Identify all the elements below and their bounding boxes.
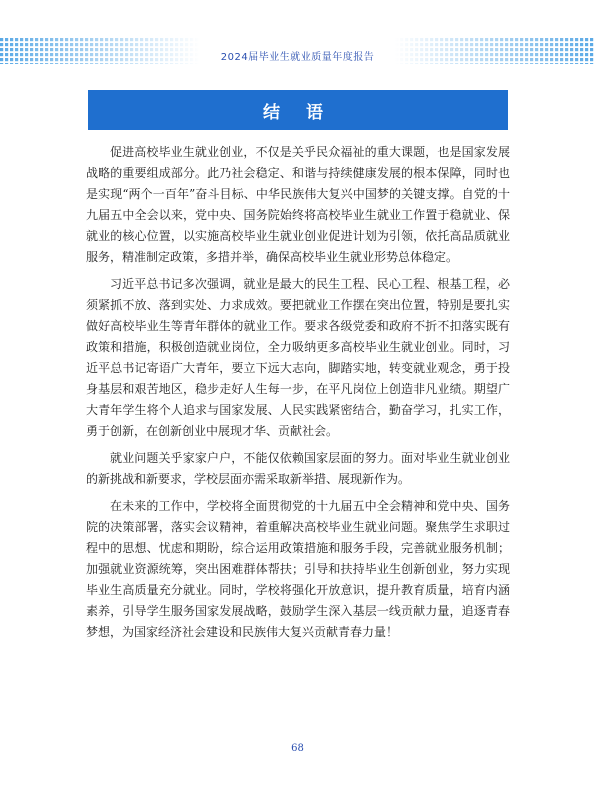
page-header: [0, 0, 595, 80]
page-number: 68: [291, 743, 304, 754]
section-title: 结 语: [263, 102, 333, 123]
paragraph: 在未来的工作中，学校将全面贯彻党的十九届五中全会精神和党中央、国务院的决策部署，落实会议精神，着重解决高校毕业生就业问题。聚焦学生求职过程中的思想、忧虑和期盼，综合运用政策措施和服务手段，完善就业服务机制；加强就业资源统筹，突出困难群体帮扶；引导和扶持毕业生创新创业，努力实现毕业生高质量充分就业。同时，学校将强化开放意识，提升教育质量，培育内涵素养，引导学生服务国家发展战略，鼓励学生深入基层一线贡献力量，追逐青春梦想，为国家经济社会建设和民族伟大复兴贡献青春力量！: [86, 499, 510, 639]
paragraph: 促进高校毕业生就业创业，不仅是关乎民众福祉的重大课题，也是国家发展战略的重要组成部分。此乃社会稳定、和谐与持续健康发展的根本保障，同时也是实现“两个一百年”奋斗目标、中华民族伟大复兴中国梦的关键支撑。自党的十九届五中全会以来，党中央、国务院始终将高校毕业生就业工作置于稳就业、保就业的核心位置，以实施高校毕业生就业创业促进计划为引领，依托高品质就业服务，精准制定政策，多措并举，确保高校毕业生就业形势总体稳定。: [86, 145, 510, 264]
paragraph: 就业问题关乎家家户户，不能仅依赖国家层面的努力。面对毕业生就业创业的新挑战和新要求，学校层面亦需采取新举措、展现新作为。: [86, 451, 510, 486]
section-banner: [88, 90, 508, 130]
paragraph: 习近平总书记多次强调，就业是最大的民生工程、民心工程、根基工程，必须紧抓不放、落到实处、力求成效。要把就业工作摆在突出位置，特别是要扎实做好高校毕业生等青年群体的就业工作。要求各级党委和政府不折不扣落实既有政策和措施，积极创造就业岗位，全力吸纳更多高校毕业生就业创业。同时，习近平总书记寄语广大青年，要立下远大志向，脚踏实地，转变就业观念，勇于投身基层和艰苦地区，稳步走好人生每一步，在平凡岗位上创造非凡业绩。期望广大青年学生将个人追求与国家发展、人民实践紧密结合，勤奋学习，扎实工作，勇于创新，在创新创业中展现才华、贡献社会。: [86, 277, 510, 438]
body-text: [86, 142, 510, 649]
report-title: 2024届毕业生就业质量年度报告: [220, 52, 375, 63]
